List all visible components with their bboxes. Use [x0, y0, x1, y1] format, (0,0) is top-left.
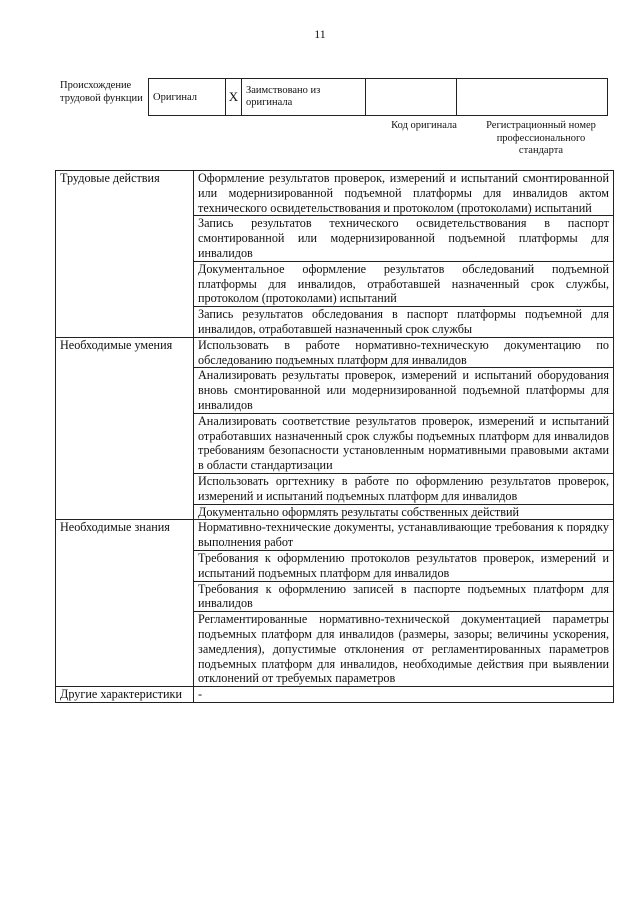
origin-table [148, 78, 608, 116]
function-table [55, 170, 614, 703]
table-cell: Оформление результатов проверок, измерений и испытаний смонтированной или модернизированной подъемной платформы для инвалидов актом технического освидетельствования и протоколом (протоколами) испытаний [194, 171, 614, 216]
page-number: 11 [314, 27, 326, 41]
category-knowledge: Необходимые знания [56, 520, 194, 687]
table-row [56, 687, 614, 703]
table-cell: Запись результатов технического освидетельствования в паспорт смонтированной или модернизированной подъемной платформы для инвалидов [194, 216, 614, 261]
table-cell: Документально оформлять результаты собственных действий [194, 504, 614, 520]
category-skills: Необходимые умения [56, 337, 194, 520]
table-cell: Использовать оргтехнику в работе по оформлению результатов проверок, измерений и испытаний подъемных платформ для инвалидов [194, 473, 614, 504]
table-cell: Нормативно-технические документы, устанавливающие требования к порядку выполнения работ [194, 520, 614, 551]
table-cell: - [194, 687, 614, 703]
origin-mark: X [226, 79, 242, 116]
table-row [56, 520, 614, 551]
table-cell: Анализировать результаты проверок, измерений и испытаний оборудования вновь смонтированной или модернизированной подъемной платформы для инвалидов [194, 368, 614, 413]
origin-original: Оригинал [149, 79, 226, 116]
code-caption: Код оригинала [391, 120, 457, 131]
origin-code-cell [366, 79, 457, 116]
category-other: Другие характеристики [56, 687, 194, 703]
category-labor-actions: Трудовые действия [56, 171, 194, 338]
table-cell: Требования к оформлению протоколов результатов проверок, измерений и испытаний подъемных платформ для инвалидов [194, 550, 614, 581]
table-cell: Документальное оформление результатов обследований подъемной платформы для инвалидов, отработавшей назначенный срок службы, протоколом (протоколами) испытаний [194, 261, 614, 306]
table-row [56, 337, 614, 368]
origin-borrowed: Заимствовано из оригинала [242, 79, 366, 116]
table-cell: Использовать в работе нормативно-техническую документацию по обследованию подъемных платформ для инвалидов [194, 337, 614, 368]
reg-caption: Регистрационный номер профессионального стандарта [486, 120, 596, 156]
table-cell: Анализировать соответствие результатов проверок, измерений и испытаний отработавших назначенный срок службы подъемных платформ для инвалидов требованиям безопасности установленным нормативными правовыми актами в области стандартизации [194, 413, 614, 473]
origin-reg-cell [457, 79, 608, 116]
table-row [56, 171, 614, 216]
origin-label: Происхождение трудовой функции [60, 80, 143, 104]
table-cell: Требования к оформлению записей в паспорте подъемных платформ для инвалидов [194, 581, 614, 612]
table-cell: Регламентированные нормативно-технической документацией параметры подъемных платформ для инвалидов (размеры, зазоры; величины ускорения, замедления), допустимые отклонения от регламентированных параметров подъемных платформ для инвалидов, необходимые действия при выявлении отклонений от требуемых параметров [194, 612, 614, 687]
table-cell: Запись результатов обследования в паспорт платформы подъемной для инвалидов, отработавшей назначенный срок службы [194, 307, 614, 338]
